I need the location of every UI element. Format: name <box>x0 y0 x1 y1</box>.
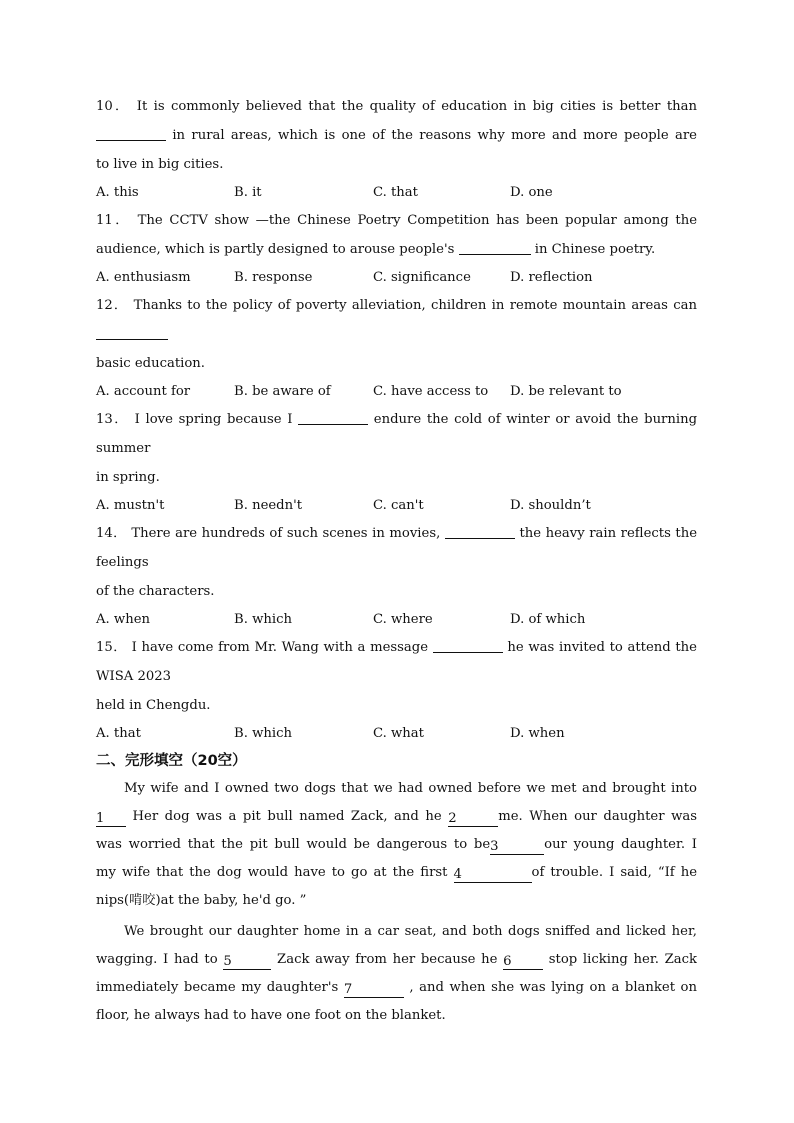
question-line <box>96 691 697 720</box>
answer-options <box>96 492 697 519</box>
question-text: held in Chengdu. <box>96 698 211 713</box>
question-text: WISA 2023 <box>96 669 172 684</box>
option-b[interactable]: B. response <box>234 270 313 285</box>
question-line <box>96 121 697 150</box>
answer-options <box>96 264 697 291</box>
question-number: 11． <box>96 213 131 228</box>
question-number: 10． <box>96 99 131 114</box>
option-d[interactable]: D. one <box>510 185 553 200</box>
paragraph-text: We brought our daughter home in a car seat, and both dogs sniffed and licked her, <box>124 924 697 939</box>
option-b[interactable]: B. which <box>234 726 292 741</box>
paragraph-line <box>96 918 697 946</box>
paragraph-line <box>96 1002 697 1030</box>
paragraph-text: floor, he always had to have one foot on the blanket. <box>96 1008 446 1023</box>
question-text: There are hundreds of such scenes in movies, <box>131 526 441 541</box>
cloze-blank-4[interactable]: 4 <box>454 867 532 883</box>
paragraph-line <box>96 775 697 803</box>
question-number: 12． <box>96 298 129 313</box>
paragraph-text: , and when she was lying on a blanket on <box>409 980 697 995</box>
paragraph-line <box>96 803 697 831</box>
question-14 <box>96 519 697 633</box>
option-c[interactable]: C. where <box>373 612 433 627</box>
paragraph-text: My wife and I owned two dogs that we had owned before we met and brought into <box>124 781 697 796</box>
paragraph-line <box>96 946 697 974</box>
question-text: of the characters. <box>96 584 215 599</box>
answer-options <box>96 720 697 747</box>
question-text: feelings <box>96 555 149 570</box>
paragraph-text: my wife that the dog would have to go at the first <box>96 865 448 880</box>
option-b[interactable]: B. it <box>234 185 262 200</box>
question-text: he was invited to attend the <box>507 640 697 655</box>
question-text: Thanks to the policy of poverty alleviation, children in remote mountain areas can <box>133 298 697 313</box>
cloze-blank-3[interactable]: 3 <box>490 839 544 855</box>
paragraph-text: our young daughter. I <box>544 837 697 852</box>
question-line <box>96 349 697 378</box>
paragraph-text: nips(啃咬)at the baby, he'd go. ” <box>96 893 307 908</box>
option-d[interactable]: D. when <box>510 726 565 741</box>
question-text: I have come from Mr. Wang with a message <box>131 640 429 655</box>
question-line <box>96 92 697 121</box>
paragraph-line <box>96 859 697 887</box>
cloze-paragraph-1 <box>96 775 697 915</box>
question-text: the heavy rain reflects the <box>519 526 697 541</box>
question-text: I love spring because I <box>134 412 293 427</box>
question-text: in rural areas, which is one of the reasons why more and more people are <box>172 128 697 143</box>
question-line <box>96 150 697 179</box>
document-page <box>96 92 697 1030</box>
option-c[interactable]: C. significance <box>373 270 471 285</box>
cloze-blank-7[interactable]: 7 <box>344 982 404 998</box>
question-text: The CCTV show —the Chinese Poetry Competition has been popular among the <box>137 213 697 228</box>
answer-blank[interactable] <box>298 409 368 425</box>
answer-blank[interactable] <box>96 125 166 141</box>
cloze-blank-6[interactable]: 6 <box>503 954 543 970</box>
option-c[interactable]: C. can't <box>373 498 424 513</box>
paragraph-text: Zack away from her because he <box>277 952 498 967</box>
question-13 <box>96 405 697 519</box>
question-line <box>96 206 697 235</box>
question-line <box>96 519 697 548</box>
paragraph-text: of trouble. I said, “If he <box>531 865 697 880</box>
answer-blank[interactable] <box>459 239 531 255</box>
answer-options <box>96 179 697 206</box>
question-number: 15． <box>96 640 127 655</box>
paragraph-line <box>96 974 697 1002</box>
paragraph-text: wagging. I had to <box>96 952 218 967</box>
cloze-blank-1[interactable]: 1 <box>96 811 126 827</box>
option-d[interactable]: D. be relevant to <box>510 384 622 399</box>
question-line <box>96 463 697 492</box>
paragraph-text: was worried that the pit bull would be dangerous to be <box>96 837 491 852</box>
question-11 <box>96 206 697 291</box>
question-text: to live in big cities. <box>96 157 224 172</box>
question-text: It is commonly believed that the quality of education in big cities is better than <box>136 99 697 114</box>
option-b[interactable]: B. be aware of <box>234 384 331 399</box>
question-line <box>96 548 697 577</box>
option-a[interactable]: A. when <box>96 612 150 627</box>
question-line <box>96 291 697 320</box>
question-line <box>96 633 697 662</box>
question-12 <box>96 291 697 405</box>
paragraph-line <box>96 831 697 859</box>
option-b[interactable]: B. which <box>234 612 292 627</box>
answer-blank[interactable] <box>433 637 503 653</box>
question-line <box>96 662 697 691</box>
answer-options <box>96 606 697 633</box>
paragraph-text: stop licking her. Zack <box>548 952 697 967</box>
question-text: basic education. <box>96 356 205 371</box>
option-a[interactable]: A. enthusiasm <box>96 270 191 285</box>
section-heading: 二、完形填空（20空） <box>96 753 247 769</box>
option-d[interactable]: D. of which <box>510 612 586 627</box>
option-d[interactable]: D. shouldn’t <box>510 498 591 513</box>
answer-blank[interactable] <box>445 523 515 539</box>
question-10 <box>96 92 697 206</box>
question-15 <box>96 633 697 747</box>
paragraph-text: immediately became my daughter's <box>96 980 339 995</box>
cloze-paragraph-2 <box>96 918 697 1030</box>
question-line <box>96 434 697 463</box>
question-text: in spring. <box>96 470 160 485</box>
paragraph-text: Her dog was a pit bull named Zack, and he <box>132 809 442 824</box>
option-a[interactable]: A. this <box>96 185 139 200</box>
answer-options <box>96 378 697 405</box>
option-c[interactable]: C. have access to <box>373 384 489 399</box>
paragraph-text: me. When our daughter was <box>498 809 697 824</box>
question-line <box>96 320 697 349</box>
option-b[interactable]: B. needn't <box>234 498 303 513</box>
option-d[interactable]: D. reflection <box>510 270 593 285</box>
question-number: 14． <box>96 526 127 541</box>
answer-blank[interactable] <box>96 324 168 340</box>
cloze-blank-5[interactable]: 5 <box>223 954 271 970</box>
question-text: summer <box>96 441 151 456</box>
question-text: in Chinese poetry. <box>534 242 656 257</box>
question-line <box>96 405 697 434</box>
option-c[interactable]: C. that <box>373 185 418 200</box>
question-line <box>96 235 697 264</box>
option-a[interactable]: A. mustn't <box>96 498 165 513</box>
option-c[interactable]: C. what <box>373 726 424 741</box>
option-a[interactable]: A. account for <box>96 384 191 399</box>
question-line <box>96 577 697 606</box>
question-text: audience, which is partly designed to arouse people's <box>96 242 455 257</box>
cloze-blank-2[interactable]: 2 <box>448 811 498 827</box>
question-text: endure the cold of winter or avoid the burning <box>373 412 697 427</box>
paragraph-line <box>96 887 697 915</box>
question-number: 13． <box>96 412 129 427</box>
option-a[interactable]: A. that <box>96 726 141 741</box>
